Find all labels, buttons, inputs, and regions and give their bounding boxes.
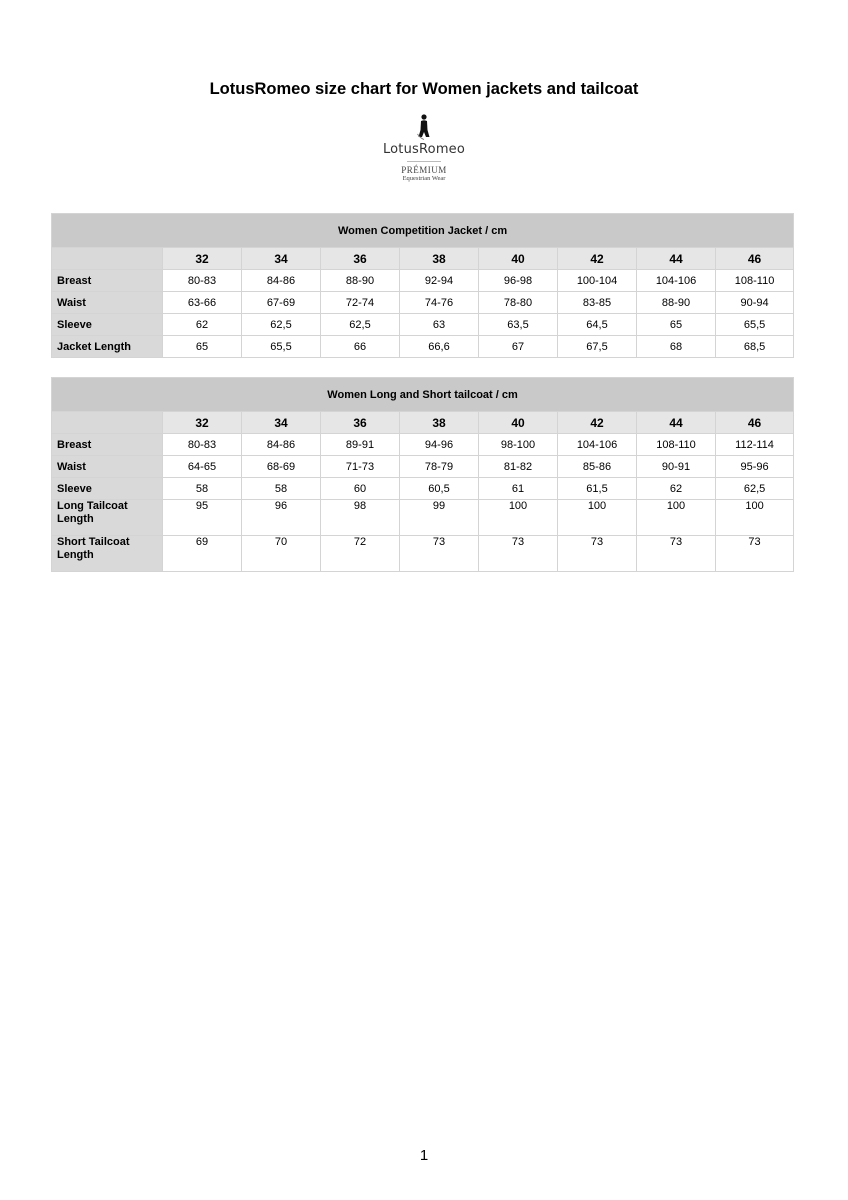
- table-cell: 96-98: [479, 270, 558, 292]
- row-label: [52, 500, 163, 536]
- table-cell: 62,5: [716, 478, 794, 500]
- page-number: 1: [419, 1147, 429, 1164]
- row-label: Breast: [52, 434, 163, 456]
- table-cell: 98-100: [479, 434, 558, 456]
- table-cell: 65,5: [242, 336, 321, 358]
- table-cell: 58: [163, 478, 242, 500]
- table-cell: 95: [163, 500, 242, 536]
- size-header: 44: [637, 412, 716, 434]
- table-cell: 73: [558, 536, 637, 572]
- table-cell: 72: [321, 536, 400, 572]
- table-row: [52, 270, 794, 292]
- table-cell: 61: [479, 478, 558, 500]
- table-cell: 81-82: [479, 456, 558, 478]
- table-cell: 112-114: [716, 434, 794, 456]
- table-cell: 78-80: [479, 292, 558, 314]
- table-cell: 71-73: [321, 456, 400, 478]
- table-cell: 99: [400, 500, 479, 536]
- table-cell: 92-94: [400, 270, 479, 292]
- table-row: [52, 478, 794, 500]
- table-cell: 74-76: [400, 292, 479, 314]
- table-cell: 83-85: [558, 292, 637, 314]
- table-cell: 67: [479, 336, 558, 358]
- size-header: 34: [242, 412, 321, 434]
- jacket-table-caption: Women Competition Jacket / cm: [52, 214, 794, 248]
- header-corner: [52, 412, 163, 434]
- table-cell: 67,5: [558, 336, 637, 358]
- rider-logo-icon: [414, 113, 434, 141]
- size-header: 32: [163, 248, 242, 270]
- table-cell: 67-69: [242, 292, 321, 314]
- table-row: [52, 336, 794, 358]
- size-header: 32: [163, 412, 242, 434]
- table-cell: 84-86: [242, 270, 321, 292]
- table-cell: 60: [321, 478, 400, 500]
- table-cell: 73: [637, 536, 716, 572]
- table-row: [52, 434, 794, 456]
- table-cell: 61,5: [558, 478, 637, 500]
- size-header: 36: [321, 412, 400, 434]
- table-cell: 100: [637, 500, 716, 536]
- row-label: Waist: [52, 456, 163, 478]
- table-cell: 100-104: [558, 270, 637, 292]
- table-cell: 63,5: [479, 314, 558, 336]
- table-cell: 85-86: [558, 456, 637, 478]
- size-header: 38: [400, 412, 479, 434]
- row-label-line: Length: [57, 549, 94, 561]
- table-row: [52, 292, 794, 314]
- table-cell: 84-86: [242, 434, 321, 456]
- size-header: 42: [558, 412, 637, 434]
- table-cell: 68,5: [716, 336, 794, 358]
- table-cell: 64,5: [558, 314, 637, 336]
- table-cell: 60,5: [400, 478, 479, 500]
- table-cell: 96: [242, 500, 321, 536]
- table-cell: 69: [163, 536, 242, 572]
- table-cell: 78-79: [400, 456, 479, 478]
- table-cell: 62: [163, 314, 242, 336]
- size-header: 40: [479, 248, 558, 270]
- row-label: Sleeve: [52, 478, 163, 500]
- table-cell: 68: [637, 336, 716, 358]
- row-label: Waist: [52, 292, 163, 314]
- brand-premium: PRÉMIUM: [401, 165, 447, 175]
- tailcoat-size-table: [51, 377, 794, 572]
- brand-name: LotusRomeo: [382, 142, 466, 157]
- table-cell: 80-83: [163, 270, 242, 292]
- table-cell: 65: [163, 336, 242, 358]
- row-label-line: Short Tailcoat: [57, 536, 130, 548]
- size-header: 44: [637, 248, 716, 270]
- table-cell: 104-106: [558, 434, 637, 456]
- size-header: 46: [716, 248, 794, 270]
- table-cell: 63-66: [163, 292, 242, 314]
- table-cell: 90-94: [716, 292, 794, 314]
- table-cell: 108-110: [637, 434, 716, 456]
- table-cell: 66,6: [400, 336, 479, 358]
- table-cell: 100: [479, 500, 558, 536]
- brand-tagline: Equestrian Wear: [402, 175, 446, 182]
- table-cell: 90-91: [637, 456, 716, 478]
- table-cell: 100: [558, 500, 637, 536]
- table-row: [52, 314, 794, 336]
- table-cell: 94-96: [400, 434, 479, 456]
- size-header: 46: [716, 412, 794, 434]
- table-row: [52, 456, 794, 478]
- table-cell: 88-90: [321, 270, 400, 292]
- table-cell: 70: [242, 536, 321, 572]
- size-header: 34: [242, 248, 321, 270]
- table-caption-row: [52, 378, 794, 412]
- table-cell: 62,5: [242, 314, 321, 336]
- table-cell: 65: [637, 314, 716, 336]
- table-cell: 62,5: [321, 314, 400, 336]
- table-cell: 73: [716, 536, 794, 572]
- table-row: [52, 500, 794, 536]
- table-cell: 66: [321, 336, 400, 358]
- table-cell: 88-90: [637, 292, 716, 314]
- row-label: Breast: [52, 270, 163, 292]
- row-label: Jacket Length: [52, 336, 163, 358]
- table-cell: 73: [479, 536, 558, 572]
- logo-divider: [407, 161, 441, 162]
- table-cell: 68-69: [242, 456, 321, 478]
- table-cell: 65,5: [716, 314, 794, 336]
- size-header-row: [52, 248, 794, 270]
- table-cell: 95-96: [716, 456, 794, 478]
- table-cell: 104-106: [637, 270, 716, 292]
- row-label: Sleeve: [52, 314, 163, 336]
- jacket-size-table: [51, 213, 794, 358]
- row-label: [52, 536, 163, 572]
- table-cell: 89-91: [321, 434, 400, 456]
- size-header: 38: [400, 248, 479, 270]
- table-cell: 58: [242, 478, 321, 500]
- table-cell: 108-110: [716, 270, 794, 292]
- table-cell: 100: [716, 500, 794, 536]
- size-header: 36: [321, 248, 400, 270]
- header-corner: [52, 248, 163, 270]
- table-cell: 73: [400, 536, 479, 572]
- tailcoat-table-caption: Women Long and Short tailcoat / cm: [52, 378, 794, 412]
- page-title: LotusRomeo size chart for Women jackets and tailcoat: [209, 80, 639, 98]
- table-cell: 62: [637, 478, 716, 500]
- row-label-line: Length: [57, 513, 94, 525]
- table-cell: 64-65: [163, 456, 242, 478]
- row-label-line: Long Tailcoat: [57, 500, 128, 512]
- table-cell: 72-74: [321, 292, 400, 314]
- table-cell: 80-83: [163, 434, 242, 456]
- brand-logo: [0, 113, 848, 183]
- table-cell: 63: [400, 314, 479, 336]
- size-header: 42: [558, 248, 637, 270]
- table-row: [52, 536, 794, 572]
- table-caption-row: [52, 214, 794, 248]
- table-cell: 98: [321, 500, 400, 536]
- size-header-row: [52, 412, 794, 434]
- size-header: 40: [479, 412, 558, 434]
